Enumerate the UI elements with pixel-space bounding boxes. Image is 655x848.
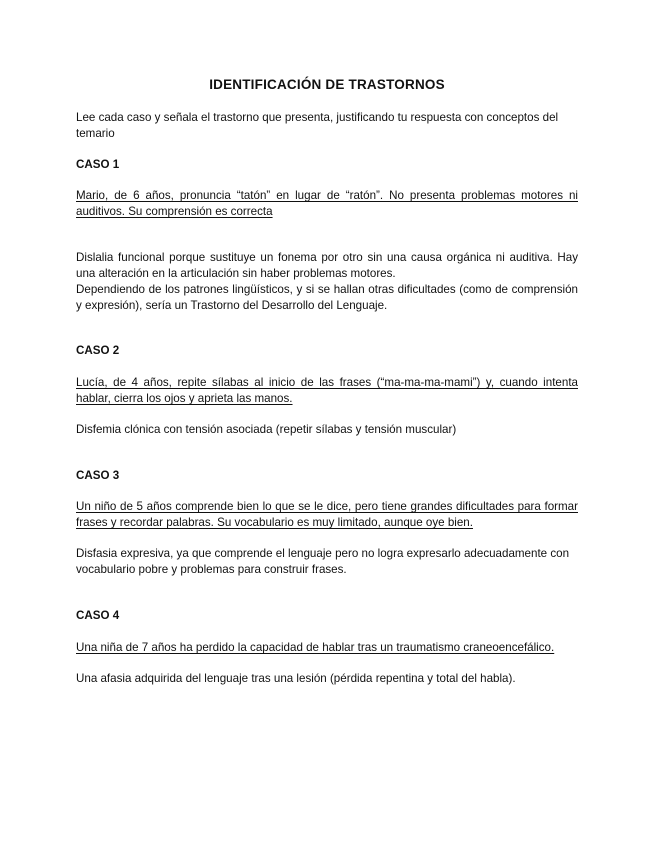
case-1-answer: Dislalia funcional porque sustituye un fonema por otro sin una causa orgánica ni auditiva. Hay una alteración en la articulación sin haber problemas motores. bbox=[76, 251, 578, 280]
case-4-statement: Una niña de 7 años ha perdido la capacidad de hablar tras un traumatismo craneoencefálico. bbox=[76, 641, 555, 654]
case-2-heading: CASO 2 bbox=[76, 344, 120, 357]
case-4-heading: CASO 4 bbox=[76, 609, 120, 622]
case-3-statement: Un niño de 5 años comprende bien lo que se le dice, pero tiene grandes dificultades para formar frases y recordar palabras. Su vocabulario es muy limitado, aunque oye bien. bbox=[76, 500, 578, 529]
case-2-answer: Disfemia clónica con tensión asociada (repetir sílabas y tensión muscular) bbox=[76, 423, 457, 436]
case-3-answer: Disfasia expresiva, ya que comprende el lenguaje pero no logra expresarlo adecuadamente con vocabulario pobre y problemas para construir frases. bbox=[76, 547, 570, 576]
case-1-answer-extra: Dependiendo de los patrones lingüísticos, y si se hallan otras dificultades (como de comprensión y expresión), sería un Trastorno del Desarrollo del Lenguaje. bbox=[76, 283, 578, 312]
intro-text: Lee cada caso y señala el trastorno que presenta, justificando tu respuesta con conceptos del temario bbox=[76, 111, 559, 140]
case-1-statement: Mario, de 6 años, pronuncia “tatón” en lugar de “ratón”. No presenta problemas motores ni auditivos. Su comprensión es correcta bbox=[76, 189, 578, 218]
document-title: IDENTIFICACIÓN DE TRASTORNOS bbox=[209, 77, 445, 92]
case-1-heading: CASO 1 bbox=[76, 158, 120, 171]
case-2-statement: Lucía, de 4 años, repite sílabas al inicio de las frases (“ma-ma-ma-mami”) y, cuando intenta hablar, cierra los ojos y aprieta las manos. bbox=[76, 376, 578, 405]
case-3-heading: CASO 3 bbox=[76, 469, 120, 482]
case-4-answer: Una afasia adquirida del lenguaje tras una lesión (pérdida repentina y total del habla). bbox=[76, 672, 516, 685]
